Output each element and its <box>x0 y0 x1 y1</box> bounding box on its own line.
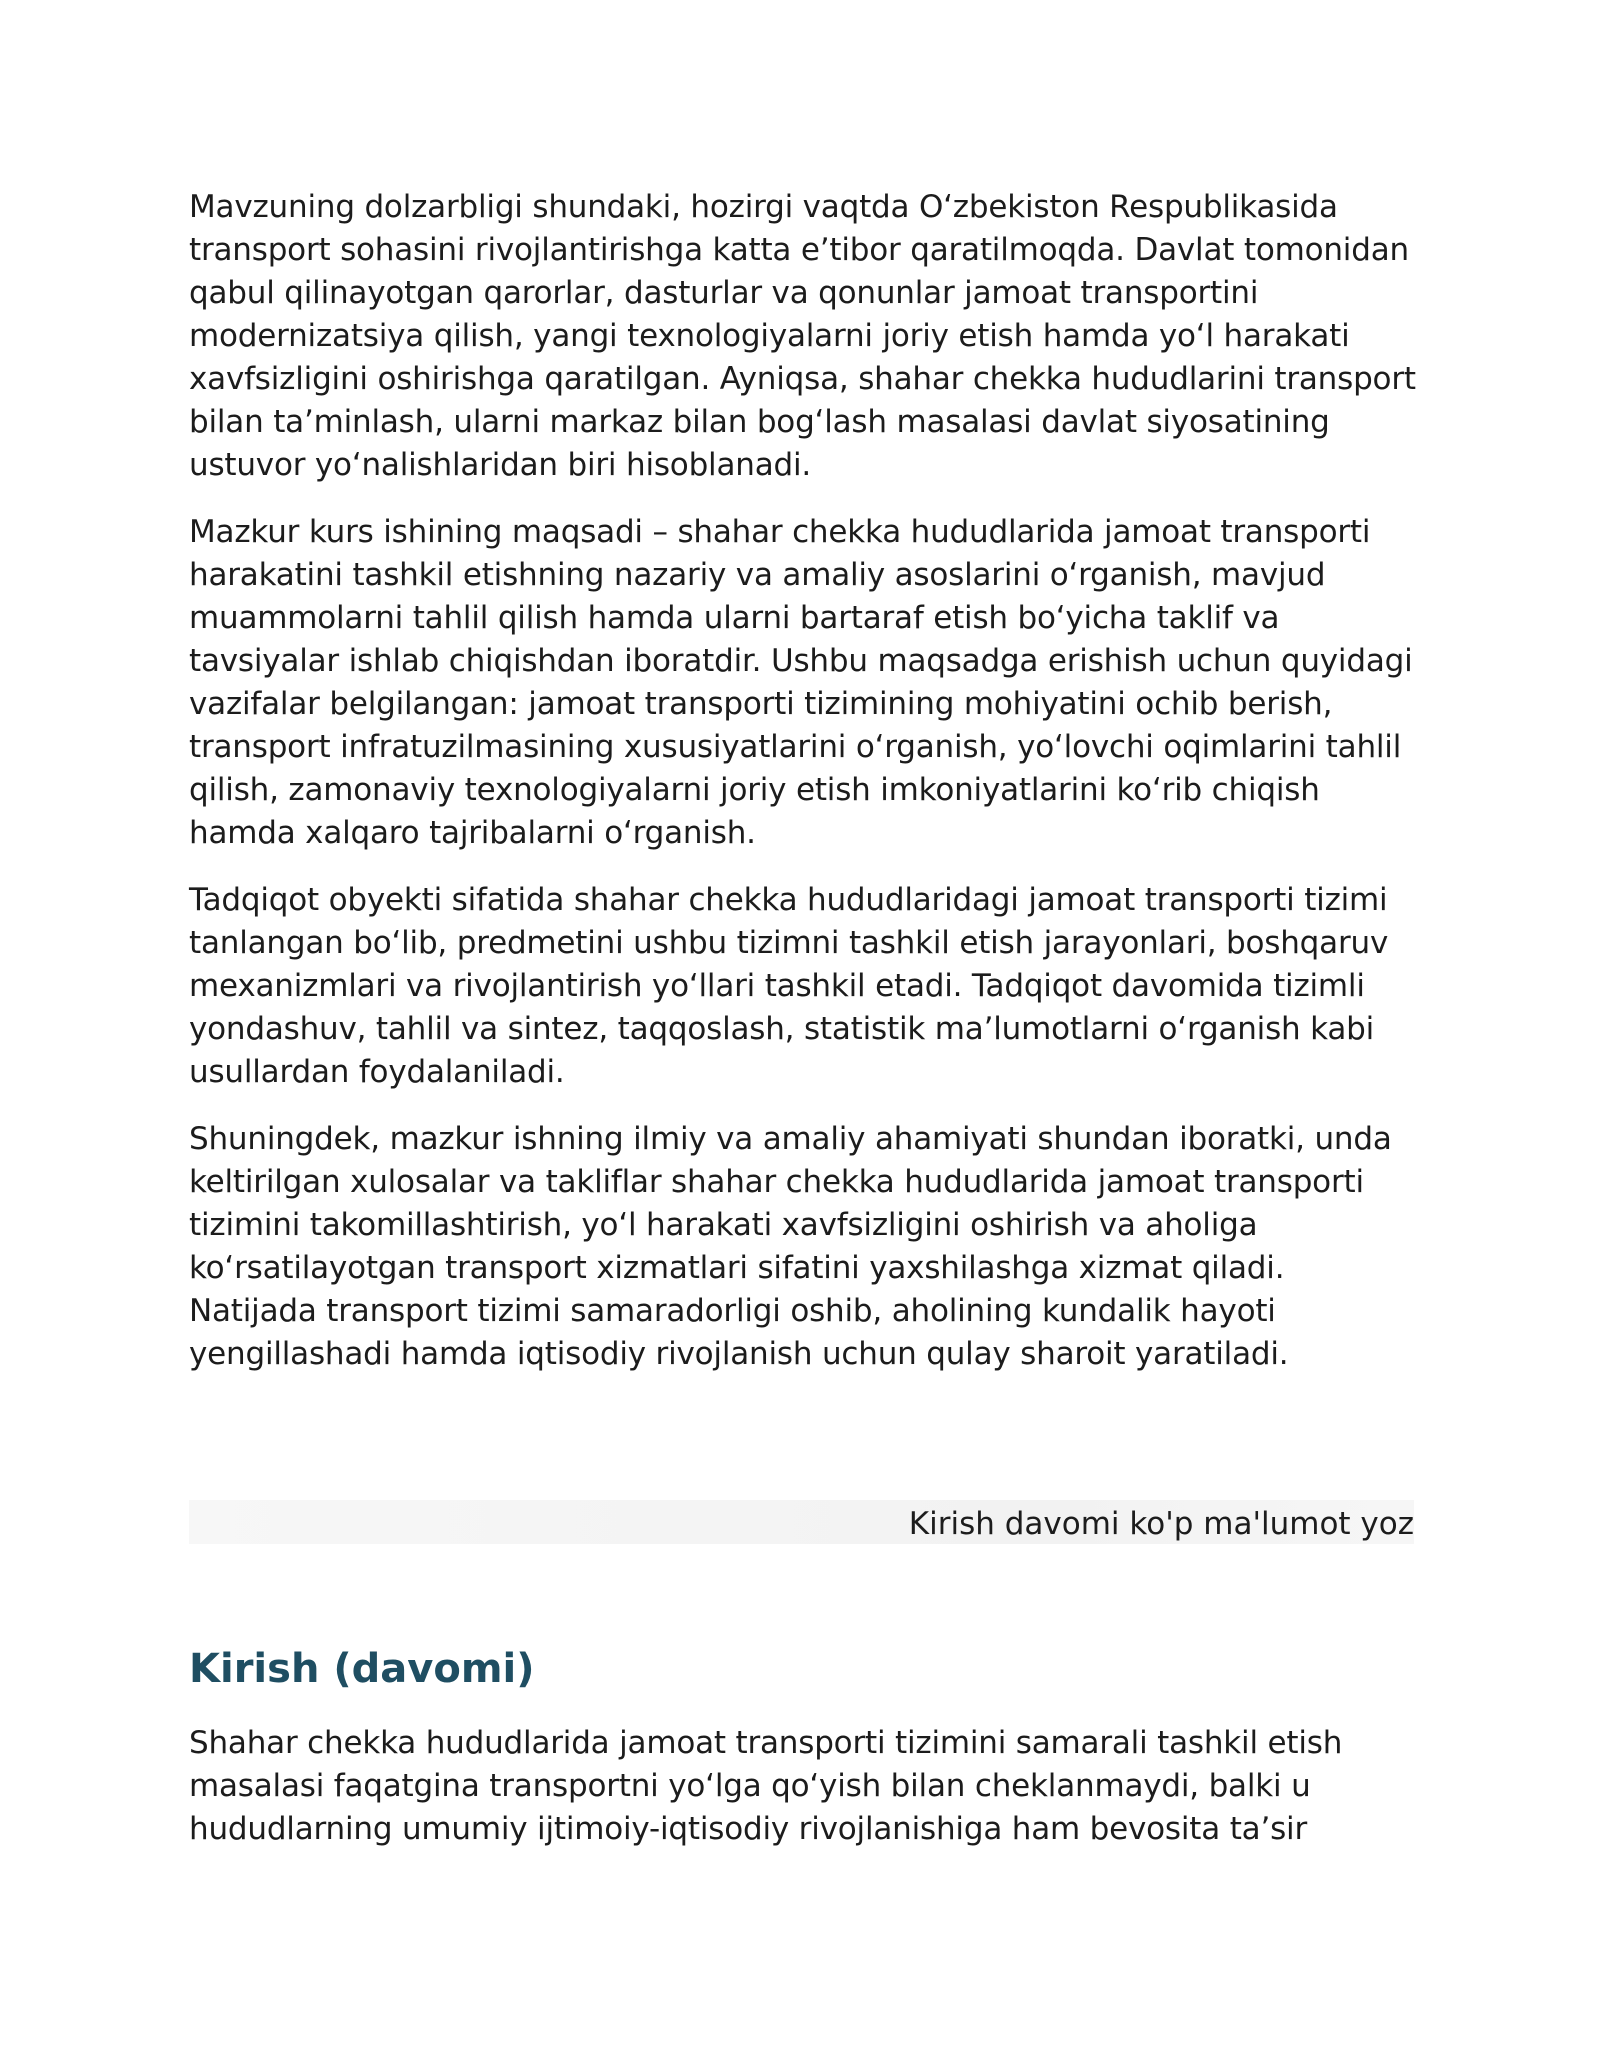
paragraph-goal: Mazkur kurs ishining maqsadi – shahar chekka hududlarida jamoat transporti harakatini tashkil etishning nazariy va amaliy asoslarini o‘rganish, mavjud muammolarni tahlil qilish hamda ularni bartaraf etish bo‘yicha taklif va tavsiyalar ishlab chiqishdan iboratdir. Ushbu maqsadga erishish uchun quyidagi vazifalar belgilangan: jamoat transporti tizimining mohiyatini ochib berish, transport infratuzilmasining xususiyatlarini o‘rganish, yo‘lovchi oqimlarini tahlil qilish, zamonaviy texnologiyalarni joriy etish imkoniyatlarini ko‘rib chiqish hamda xalqaro tajribalarni o‘rganish. <box>189 514 1413 851</box>
section-body <box>189 1722 1419 1875</box>
paragraph-research-object: Tadqiqot obyekti sifatida shahar chekka hududlaridagi jamoat transporti tizimi tanlangan bo‘lib, predmetini ushbu tizimni tashkil etish jarayonlari, boshqaruv mexanizmlari va rivojlantirish yo‘llari tashkil etadi. Tadqiqot davomida tizimli yondashuv, tahlil va sintez, taqqoslash, statistik ma’lumotlarni o‘rganish kabi usullardan foydalaniladi. <box>189 882 1389 1090</box>
paragraph-significance: Shuningdek, mazkur ishning ilmiy va amaliy ahamiyati shundan iboratki, unda keltirilgan xulosalar va takliflar shahar chekka hududlarida jamoat transporti tizimini takomillashtirish, yo‘l harakati xavfsizligini oshirish va aholiga ko‘rsatilayotgan transport xizmatlari sifatini yaxshilashga xizmat qiladi. Natijada transport tizimi samaradorligi oshib, aholining kundalik hayoti yengillashadi hamda iqtisodiy rivojlanish uchun qulay sharoit yaratiladi. <box>189 1121 1392 1372</box>
paragraph-relevance: Mavzuning dolzarbligi shundaki, hozirgi vaqtda O‘zbekiston Respublikasida transport sohasini rivojlantirishga katta e’tibor qaratilmoqda. Davlat tomonidan qabul qilinayotgan qarorlar, dasturlar va qonunlar jamoat transportini modernizatsiya qilish, yangi texnologiyalarni joriy etish hamda yo‘l harakati xavfsizligini oshirishga qaratilgan. Ayniqsa, shahar chekka hududlarini transport bilan ta’minlash, ularni markaz bilan bog‘lash masalasi davlat siyosatining ustuvor yo‘nalishlaridan biri hisoblanadi. <box>189 189 1416 483</box>
section-heading: Kirish (davomi) <box>189 1646 535 1692</box>
section-paragraph: Shahar chekka hududlarida jamoat transporti tizimini samarali tashkil etish masalasi faqatgina transportni yo‘lga qo‘yish bilan cheklanmaydi, balki u hududlarning umumiy ijtimoiy-iqtisodiy rivojlanishiga ham bevosita ta’sir <box>189 1725 1343 1847</box>
document-body <box>189 186 1419 1400</box>
note-text: Kirish davomi ko'p ma'lumot yoz <box>908 1506 1414 1542</box>
